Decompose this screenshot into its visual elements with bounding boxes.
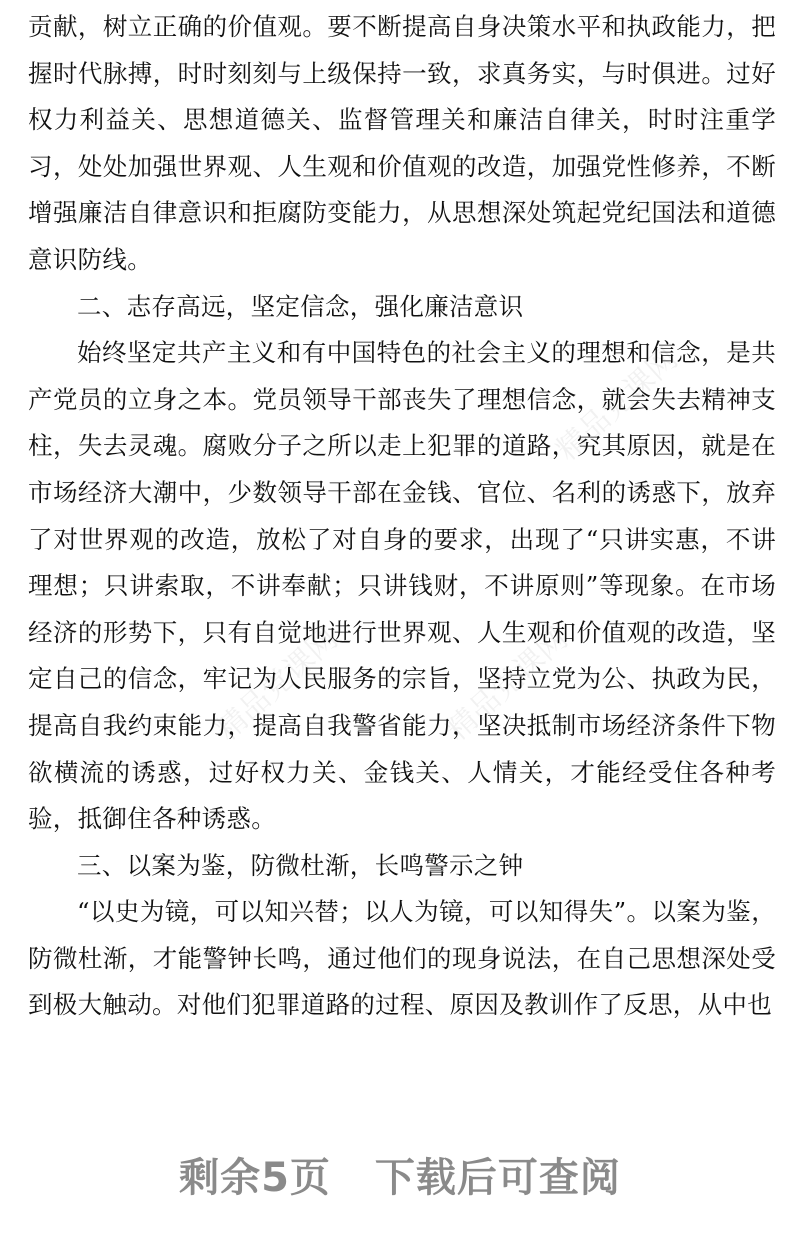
document-body xyxy=(28,4,776,1029)
section-heading-2: 二、志存高远，坚定信念，强化廉洁意识 xyxy=(77,291,524,321)
watermark: 精品党课网 xyxy=(549,341,685,468)
remaining-pages-label: 剩余5页 xyxy=(179,1155,331,1201)
paragraph-body: “以史为镜，可以知兴替；以人为镜，可以知得失”。以案为鉴，防微杜渐，才能警钟长鸣，通过他们的现身说法，在自己思想深处受到极大触动。对他们犯罪道路的过程、原因及教训作了反思，从中也 xyxy=(28,897,776,1020)
watermark: 精品党课网 xyxy=(439,621,575,748)
paragraph-body: 始终坚定共产主义和有中国特色的社会主义的理想和信念，是共产党员的立身之本。党员领导干部丧失了理想信念，就会失去精神支柱，失去灵魂。腐败分子之所以走上犯罪的道路，究其原因，就是在市场经济大潮中，少数领导干部在金钱、官位、名利的诱惑下，放弃了对世界观的改造，放松了对自身的要求，出现了“只讲实惠，不讲理想；只讲索取，不讲奉献；只讲钱财，不讲原则”等现象。在市场经济的形势下，只有自觉地进行世界观、人生观和价值观的改造，坚定自己的信念，牢记为人民服务的宗旨，坚持立党为公、执政为民，提高自我约束能力，提高自我警省能力，坚决抵制市场经济条件下物欲横流的诱惑，过好权力关、金钱关、人情关，才能经受住各种考验，抵御住各种诱惑。 xyxy=(28,338,776,834)
download-hint-label: 下载后可查阅 xyxy=(374,1155,621,1201)
watermark: 精品党课网 xyxy=(209,621,345,748)
paragraph-continuation: 贡献，树立正确的价值观。要不断提高自身决策水平和执政能力，把握时代脉搏，时时刻刻与上级保持一致，求真务实，与时俱进。过好权力利益关、思想道德关、监督管理关和廉洁自律关，时时注重学习，处处加强世界观、人生观和价值观的改造，加强党性修养，不断增强廉洁自律意识和拒腐防变能力，从思想深处筑起党纪国法和道德意识防线。 xyxy=(28,12,776,274)
section-heading-3: 三、以案为鉴，防微杜渐，长鸣警示之钟 xyxy=(77,850,524,880)
download-banner[interactable] xyxy=(0,1146,800,1203)
